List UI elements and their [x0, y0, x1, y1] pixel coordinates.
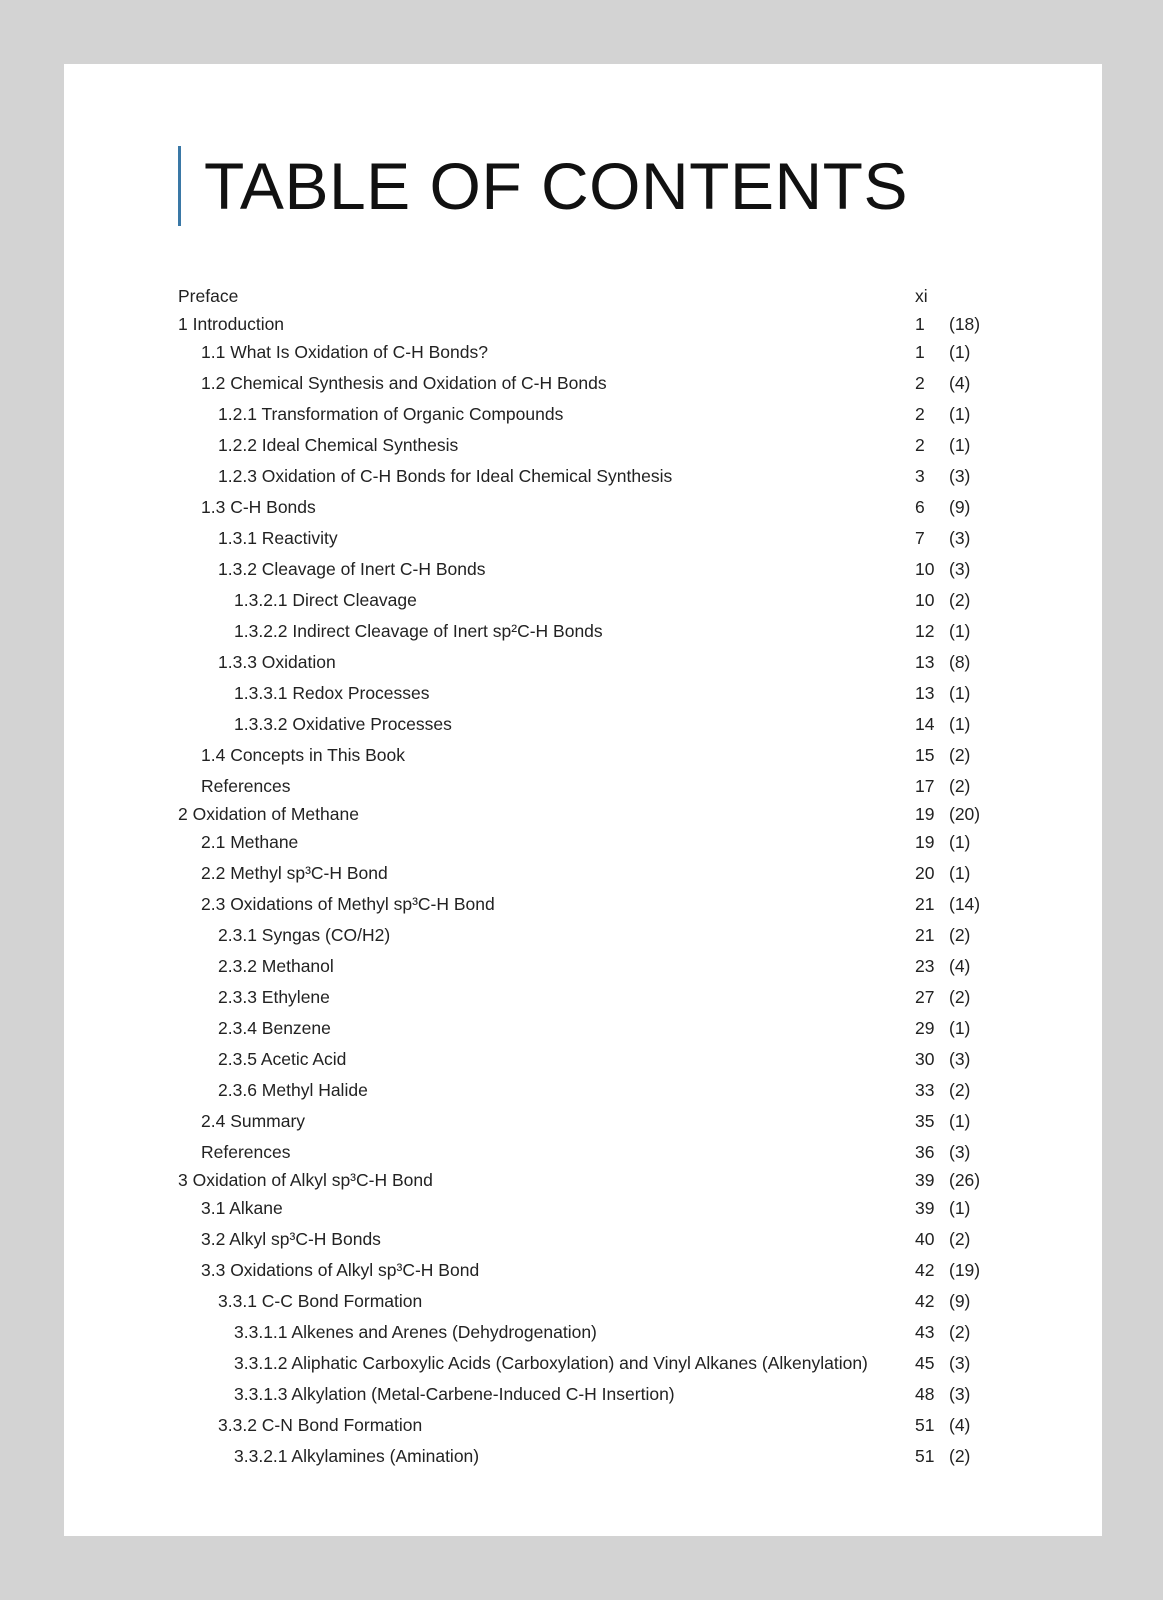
toc-entry-page-number: 14: [915, 714, 935, 734]
toc-entry-page-count: (20): [949, 804, 981, 824]
toc-entry-title: 2.3.6 Methyl Halide: [218, 1080, 368, 1100]
toc-entry: [64, 371, 1102, 395]
toc-entry-page-count: (9): [949, 497, 971, 517]
toc-entry-page-count: (1): [949, 863, 971, 883]
toc-entry-page-number: 10: [915, 590, 935, 610]
toc-entry-page-number: 42: [915, 1291, 935, 1311]
toc-entry-title: 3 Oxidation of Alkyl sp³C-H Bond: [178, 1170, 433, 1190]
toc-entry-title: 3.3.2.1 Alkylamines (Amination): [234, 1446, 480, 1466]
toc-entry-page-count: (1): [949, 621, 971, 641]
toc-entry-page-number: 51: [915, 1415, 935, 1435]
toc-entry: [64, 1078, 1102, 1102]
toc-entry-title: 2.2 Methyl sp³C-H Bond: [201, 863, 388, 883]
toc-entry: [64, 557, 1102, 581]
toc-entry-page-count: (4): [949, 373, 971, 393]
toc-entry-title: 1.3.3.2 Oxidative Processes: [234, 714, 452, 734]
toc-entry-title: 1.3.3 Oxidation: [218, 652, 336, 672]
toc-entry: [64, 312, 1102, 336]
toc-entry-page-number: 29: [915, 1018, 935, 1038]
toc-entry: [64, 433, 1102, 457]
toc-entry-page-number: xi: [915, 286, 928, 306]
toc-entry-page-count: (2): [949, 987, 971, 1007]
toc-entry: [64, 830, 1102, 854]
toc-entry-page-number: 40: [915, 1229, 935, 1249]
toc-entry-page-number: 35: [915, 1111, 935, 1131]
toc-entry-page-number: 15: [915, 745, 935, 765]
toc-entry-title: 2.3 Oxidations of Methyl sp³C-H Bond: [201, 894, 495, 914]
toc-entry-page-count: (14): [949, 894, 981, 914]
toc-entry-page-count: (1): [949, 435, 971, 455]
toc-entry-page-number: 2: [915, 404, 925, 424]
toc-entry: [64, 495, 1102, 519]
toc-entry-page-number: 21: [915, 894, 935, 914]
toc-entry-title: 2.3.1 Syngas (CO/H2): [218, 925, 391, 945]
toc-entry-page-number: 19: [915, 804, 935, 824]
toc-entry-page-count: (1): [949, 342, 971, 362]
toc-entry-title: 1.3.2.2 Indirect Cleavage of Inert sp²C-H Bonds: [234, 621, 603, 641]
toc-entry-page-number: 2: [915, 435, 925, 455]
toc-entry-page-count: (2): [949, 1446, 971, 1466]
toc-entry-page-count: (2): [949, 1080, 971, 1100]
toc-entry-page-number: 45: [915, 1353, 935, 1373]
toc-entry-title: 1.1 What Is Oxidation of C-H Bonds?: [201, 342, 488, 362]
toc-entry-page-number: 1: [915, 314, 925, 334]
toc-entry-page-number: 27: [915, 987, 935, 1007]
toc-entry-title: References: [201, 776, 291, 796]
toc-entry-page-number: 2: [915, 373, 925, 393]
toc-entry-page-count: (2): [949, 745, 971, 765]
toc-entry-title: 3.3 Oxidations of Alkyl sp³C-H Bond: [201, 1260, 480, 1280]
toc-entry-title: 2 Oxidation of Methane: [178, 804, 359, 824]
toc-entry-title: 3.3.1.3 Alkylation (Metal-Carbene-Induced C-H Insertion): [234, 1384, 675, 1404]
toc-entry-page-count: (1): [949, 1198, 971, 1218]
toc-entry-page-number: 48: [915, 1384, 935, 1404]
toc-entry-title: 1.2.1 Transformation of Organic Compounds: [218, 404, 564, 424]
toc-entry-title: 2.3.3 Ethylene: [218, 987, 330, 1007]
toc-entry-title: 1.2 Chemical Synthesis and Oxidation of C-H Bonds: [201, 373, 607, 393]
toc-entry-title: References: [201, 1142, 291, 1162]
toc-entry-title: 1.2.3 Oxidation of C-H Bonds for Ideal Chemical Synthesis: [218, 466, 673, 486]
toc-entry-page-number: 36: [915, 1142, 935, 1162]
toc-entry: [64, 588, 1102, 612]
toc-entry: [64, 1444, 1102, 1467]
toc-entry-page-count: (1): [949, 1018, 971, 1038]
toc-entry-page-count: (3): [949, 559, 971, 579]
toc-entry: [64, 954, 1102, 978]
toc-entry-page-count: (19): [949, 1260, 981, 1280]
toc-entry-title: 2.1 Methane: [201, 832, 299, 852]
toc-entry-page-count: (1): [949, 404, 971, 424]
toc-entry-page-number: 42: [915, 1260, 935, 1280]
toc-entry: [64, 1258, 1102, 1282]
toc-entry-page-count: (4): [949, 1415, 971, 1435]
toc-entry-page-number: 13: [915, 683, 935, 703]
toc-entry-page-number: 20: [915, 863, 935, 883]
toc-entry: [64, 340, 1102, 364]
toc-entry-page-count: (3): [949, 1049, 971, 1069]
toc-entry-title: 3.3.1 C-C Bond Formation: [218, 1291, 423, 1311]
toc-entry-page-number: 39: [915, 1198, 935, 1218]
toc-entry-page-number: 6: [915, 497, 925, 517]
document-page: [64, 64, 1102, 1536]
toc-entry-page-count: (26): [949, 1170, 981, 1190]
toc-entry-page-count: (3): [949, 466, 971, 486]
toc-entry: [64, 681, 1102, 705]
toc-entry-title: 3.3.1.2 Aliphatic Carboxylic Acids (Carboxylation) and Vinyl Alkanes (Alkenylation): [234, 1353, 868, 1373]
toc-entry: [64, 985, 1102, 1009]
toc-entry-title: Preface: [178, 286, 239, 306]
toc-entry: [64, 923, 1102, 947]
toc-entry-page-count: (8): [949, 652, 971, 672]
toc-entry-title: 2.3.4 Benzene: [218, 1018, 331, 1038]
toc-entry: [64, 619, 1102, 643]
toc-entry-page-number: 1: [915, 342, 925, 362]
toc-entry: [64, 1140, 1102, 1164]
toc-entry: [64, 1413, 1102, 1437]
toc-entry-title: 2.3.5 Acetic Acid: [218, 1049, 347, 1069]
toc-entry-title: 3.3.2 C-N Bond Formation: [218, 1415, 423, 1435]
toc-entry-page-count: (1): [949, 1111, 971, 1131]
toc-entry: [64, 743, 1102, 767]
toc-entry-page-number: 10: [915, 559, 935, 579]
toc-entry-title: 1.3.2 Cleavage of Inert C-H Bonds: [218, 559, 486, 579]
toc-entry-page-count: (3): [949, 1384, 971, 1404]
toc-entry-title: 1.4 Concepts in This Book: [201, 745, 405, 765]
toc-entry: [64, 892, 1102, 916]
toc-entry-page-number: 23: [915, 956, 935, 976]
toc-entry: [64, 1016, 1102, 1040]
toc-entry-page-count: (3): [949, 1353, 971, 1373]
toc-entry-page-number: 3: [915, 466, 925, 486]
toc-entry-page-count: (18): [949, 314, 981, 334]
toc-entry: [64, 1320, 1102, 1344]
toc-entry-page-number: 30: [915, 1049, 935, 1069]
toc-entry-title: 2.4 Summary: [201, 1111, 306, 1131]
page-title: TABLE OF CONTENTS: [204, 149, 909, 223]
toc-entry: [64, 1227, 1102, 1251]
toc-entry: [64, 526, 1102, 550]
toc-entry-title: 1.3.2.1 Direct Cleavage: [234, 590, 417, 610]
toc-entry-page-count: (2): [949, 590, 971, 610]
toc-entry-page-number: 12: [915, 621, 935, 641]
toc-entry-page-count: (1): [949, 683, 971, 703]
toc-entry-page-number: 33: [915, 1080, 935, 1100]
toc-entry-page-number: 39: [915, 1170, 935, 1190]
toc-entry-page-count: (1): [949, 714, 971, 734]
toc-entry: [64, 1351, 1102, 1375]
toc-entry: [64, 650, 1102, 674]
toc-entry-title: 1 Introduction: [178, 314, 285, 334]
toc-entry-page-number: 7: [915, 528, 925, 548]
toc-entry: [64, 1109, 1102, 1133]
toc-entry: [64, 774, 1102, 798]
toc-entry: [64, 1289, 1102, 1313]
toc-entry-title: 3.1 Alkane: [201, 1198, 283, 1218]
toc-entry: [64, 861, 1102, 885]
toc-entry-page-number: 43: [915, 1322, 935, 1342]
toc-entry: [64, 802, 1102, 826]
toc-entry-title: 1.3 C-H Bonds: [201, 497, 316, 517]
toc-entry-title: 1.2.2 Ideal Chemical Synthesis: [218, 435, 459, 455]
table-of-contents: [64, 64, 1102, 1467]
toc-entry-title: 3.3.1.1 Alkenes and Arenes (Dehydrogenation): [234, 1322, 597, 1342]
toc-entry-page-count: (9): [949, 1291, 971, 1311]
toc-entry-page-count: (2): [949, 1229, 971, 1249]
toc-entry: [64, 712, 1102, 736]
toc-entry-page-count: (2): [949, 1322, 971, 1342]
toc-entry: [64, 1168, 1102, 1192]
toc-entry-page-number: 19: [915, 832, 935, 852]
toc-entry-page-count: (1): [949, 832, 971, 852]
toc-entry: [64, 284, 1102, 308]
toc-entry: [64, 464, 1102, 488]
toc-entry-title: 2.3.2 Methanol: [218, 956, 334, 976]
toc-entry: [64, 1196, 1102, 1220]
toc-entry-page-number: 21: [915, 925, 935, 945]
toc-entry-title: 1.3.3.1 Redox Processes: [234, 683, 430, 703]
toc-entry-title: 3.2 Alkyl sp³C-H Bonds: [201, 1229, 381, 1249]
toc-entry: [64, 1047, 1102, 1071]
toc-entry: [64, 402, 1102, 426]
toc-entry-title: 1.3.1 Reactivity: [218, 528, 338, 548]
toc-entry-page-number: 13: [915, 652, 935, 672]
toc-entry: [64, 1382, 1102, 1406]
toc-entry-page-number: 51: [915, 1446, 935, 1466]
toc-entry-page-count: (2): [949, 776, 971, 796]
toc-entry-page-count: (4): [949, 956, 971, 976]
toc-entry-page-count: (3): [949, 1142, 971, 1162]
toc-entry-page-count: (3): [949, 528, 971, 548]
toc-entry-page-count: (2): [949, 925, 971, 945]
toc-entry-page-number: 17: [915, 776, 935, 796]
